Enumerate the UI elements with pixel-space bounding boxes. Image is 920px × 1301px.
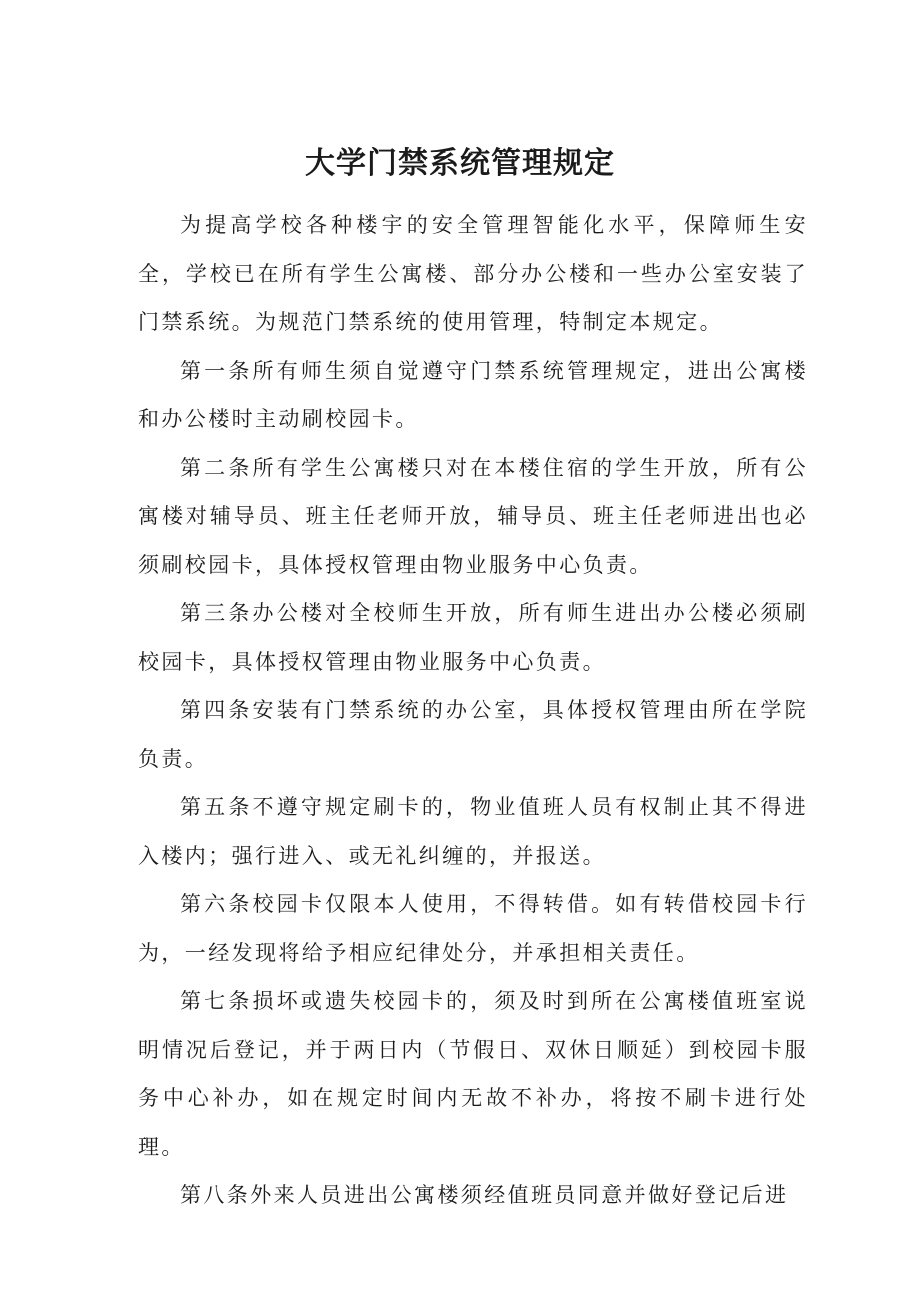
paragraph-article-8: 第八条外来人员进出公寓楼须经值班员同意并做好登记后进 bbox=[180, 1183, 789, 1207]
paragraph-article-3: 第三条办公楼对全校师生开放，所有师生进出办公楼必须刷校园卡，具体授权管理由物业服务中心负责。 bbox=[138, 601, 808, 674]
paragraph-article-5: 第五条不遵守规定刷卡的，物业值班人员有权制止其不得进入楼内；强行进入、或无礼纠缠的，并报送。 bbox=[138, 795, 808, 868]
paragraph-article-4: 第四条安装有门禁系统的办公室，具体授权管理由所在学院负责。 bbox=[138, 698, 808, 771]
paragraph-article-7: 第七条损坏或遗失校园卡的，须及时到所在公寓楼值班室说明情况后登记，并于两日内（节假日、双休日顺延）到校园卡服务中心补办，如在规定时间内无故不补办，将按不刷卡进行处理。 bbox=[138, 989, 808, 1159]
paragraph-intro: 为提高学校各种楼宇的安全管理智能化水平，保障师生安全，学校已在所有学生公寓楼、部分办公楼和一些办公室安装了门禁系统。为规范门禁系统的使用管理，特制定本规定。 bbox=[138, 213, 808, 334]
paragraph-article-6: 第六条校园卡仅限本人使用，不得转借。如有转借校园卡行为，一经发现将给予相应纪律处分，并承担相关责任。 bbox=[138, 892, 808, 965]
paragraph-article-2: 第二条所有学生公寓楼只对在本楼住宿的学生开放，所有公寓楼对辅导员、班主任老师开放，辅导员、班主任老师进出也必须刷校园卡，具体授权管理由物业服务中心负责。 bbox=[138, 455, 808, 577]
paragraph-article-1: 第一条所有师生须自觉遵守门禁系统管理规定，进出公寓楼和办公楼时主动刷校园卡。 bbox=[138, 358, 808, 431]
document-title: 大学门禁系统管理规定 bbox=[305, 146, 615, 182]
document-body bbox=[138, 201, 808, 1220]
